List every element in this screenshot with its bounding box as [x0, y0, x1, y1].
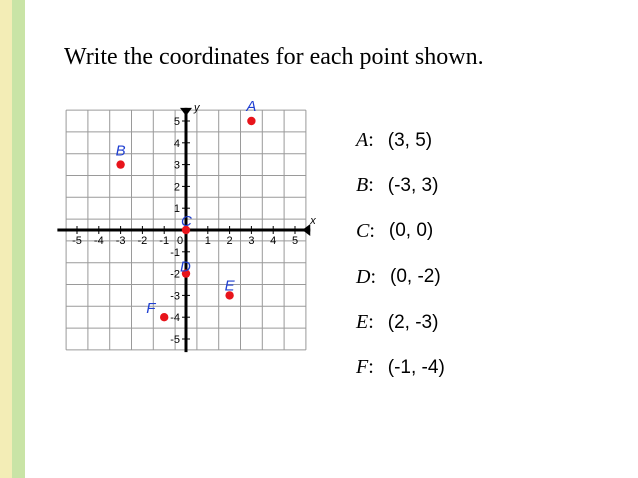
- answer-colon: :: [368, 129, 374, 151]
- point-label-e: E: [224, 277, 235, 295]
- answer-row-f: [356, 345, 445, 390]
- y-tick-label: 1: [173, 203, 180, 216]
- answer-row-d: [356, 254, 445, 300]
- answer-coordinates: (2, -3): [387, 311, 439, 333]
- y-tick-label: -4: [170, 312, 180, 325]
- answer-row-c: [356, 208, 445, 254]
- x-tick-label: -1: [159, 235, 170, 247]
- x-tick-label: -2: [137, 235, 148, 247]
- answer-letter: F: [356, 356, 369, 378]
- y-tick-label: 2: [173, 181, 180, 194]
- y-tick-label: 3: [173, 159, 180, 172]
- y-tick-label: 4: [173, 137, 180, 150]
- y-axis-arrowhead: [180, 108, 192, 116]
- slide-heading: Write the coordinates for each point shown.: [64, 44, 484, 70]
- answer-coordinates: (-1, -4): [387, 356, 445, 378]
- answer-colon: :: [368, 174, 374, 196]
- y-tick-label: -3: [170, 290, 180, 303]
- answer-letter: D: [356, 265, 371, 288]
- point-f: [160, 313, 168, 321]
- point-b: [116, 160, 124, 168]
- answer-row-b: [356, 163, 445, 208]
- x-tick-label: -5: [72, 235, 82, 247]
- x-tick-label: 5: [291, 235, 299, 247]
- answer-row-a: [356, 118, 445, 163]
- x-tick-label: 1: [204, 235, 211, 247]
- answer-coordinates: (0, -2): [390, 266, 441, 287]
- answer-letter: A: [356, 129, 369, 151]
- answer-coordinates: (0, 0): [388, 220, 434, 241]
- answer-list: [356, 118, 445, 390]
- answer-letter: E: [356, 311, 369, 333]
- y-axis-label: y: [194, 102, 200, 115]
- answer-row-e: [356, 300, 445, 345]
- answer-letter: C: [356, 219, 370, 242]
- x-axis-label: x: [310, 215, 316, 227]
- x-tick-label: 0: [176, 235, 184, 247]
- point-label-d: D: [180, 258, 191, 276]
- answer-colon: :: [368, 356, 374, 378]
- y-tick-label: -2: [170, 268, 180, 281]
- x-tick-label: 2: [226, 235, 233, 247]
- answer-colon: :: [368, 311, 374, 333]
- x-tick-label: -4: [93, 235, 104, 247]
- x-tick-label: 3: [248, 235, 255, 247]
- y-tick-label: 5: [173, 116, 180, 128]
- point-label-f: F: [146, 300, 156, 318]
- point-label-c: C: [181, 213, 192, 230]
- point-label-b: B: [115, 142, 126, 160]
- answer-coordinates: (3, 5): [387, 129, 433, 151]
- answer-colon: :: [369, 219, 375, 242]
- y-tick-label: -5: [170, 334, 180, 346]
- answer-coordinates: (-3, 3): [387, 174, 439, 196]
- answer-colon: :: [370, 265, 377, 288]
- answer-letter: B: [356, 174, 369, 196]
- point-label-a: A: [246, 98, 257, 115]
- y-tick-label: -1: [170, 246, 180, 259]
- x-tick-label: 4: [270, 235, 277, 247]
- point-a: [247, 117, 255, 125]
- x-tick-label: -3: [115, 235, 126, 247]
